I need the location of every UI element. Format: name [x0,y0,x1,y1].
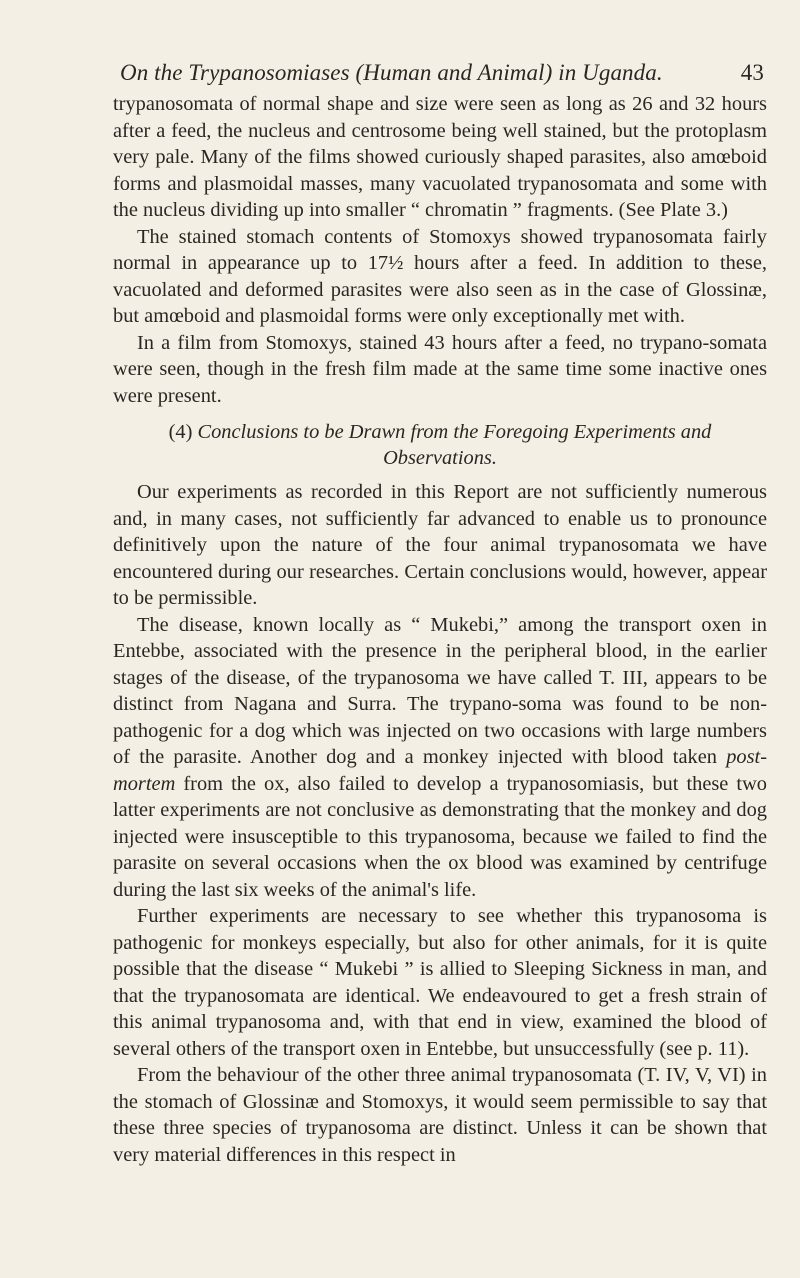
paragraph: From the behaviour of the other three animal trypanosomata (T. IV, V, VI) in the stomach of Glossinæ and Stomoxys, it would seem permissible to say that these three species of trypanosoma are distinct. Unless it can be shown that very material differences in this respect in [113,1064,767,1166]
page-header [120,60,764,90]
paragraph: The stained stomach contents of Stomoxys showed trypanosomata fairly normal in appearance up to 17½ hours after a feed. In addition to these, vacuolated and deformed parasites were also seen as in the case of Glossinæ, but amœboid and plasmoidal forms were only exceptionally met with. [113,225,767,327]
body-text [113,91,767,1168]
paragraph [113,612,767,904]
section-title-line1: Conclusions to be Drawn from the Foregoing Experiments and [197,421,712,443]
section-title-line2: Observations. [383,447,497,469]
paragraph: trypanosomata of normal shape and size were seen as long as 26 and 32 hours after a feed, the nucleus and centrosome being well stained, but the protoplasm very pale. Many of the films showed curiously shaped parasites, also amœboid forms and plasmoidal masses, many vacuolated trypanosomata and some with the nucleus dividing up into smaller “ chromatin ” fragments. (See Plate 3.) [113,93,767,221]
text-run: The disease, known locally as “ Mukebi,” among the transport oxen in Entebbe, associated with the presence in the peripheral blood, in the earlier stages of the disease, of the trypanosoma we have called T. III, appears to be distinct from Nagana and Surra. The trypano-soma was found to be non-pathogenic for a dog which was injected on two occasions with large numbers of the parasite. Another dog and a monkey injected with blood taken [113,613,767,768]
section-number: (4) [168,421,193,443]
paragraph: In a film from Stomoxys, stained 43 hours after a feed, no trypano-somata were seen, though in the fresh film made at the same time some inactive ones were present. [113,331,767,407]
page-number: 43 [740,60,764,85]
running-title: On the Trypanosomiases (Human and Animal) in Uganda. [120,60,663,85]
paragraph: Our experiments as recorded in this Report are not sufficiently numerous and, in many cases, not sufficiently far advanced to enable us to pronounce definitively upon the nature of the four animal trypanosomata we have encountered during our researches. Certain conclusions would, however, appear to be permissible. [113,481,767,609]
section-heading [113,419,767,471]
text-run: from the ox, also failed to develop a trypanosomiasis, but these two latter experiments are not conclusive as demonstrating that the monkey and dog injected were insusceptible to this trypanosoma, because we failed to find the parasite on several occasions when the ox blood was examined by centrifuge during the last six weeks of the animal's life. [113,772,767,901]
italic-term: post-mortem [113,746,767,795]
paragraph: Further experiments are necessary to see whether this trypanosoma is pathogenic for monkeys especially, but also for other animals, for it is quite possible that the disease “ Mukebi ” is allied to Sleeping Sickness in man, and that the trypanosomata are identical. We endeavoured to get a fresh strain of this animal trypanosoma and, with that end in view, examined the blood of several others of the transport oxen in Entebbe, but unsuccessfully (see p. 11). [113,905,767,1060]
